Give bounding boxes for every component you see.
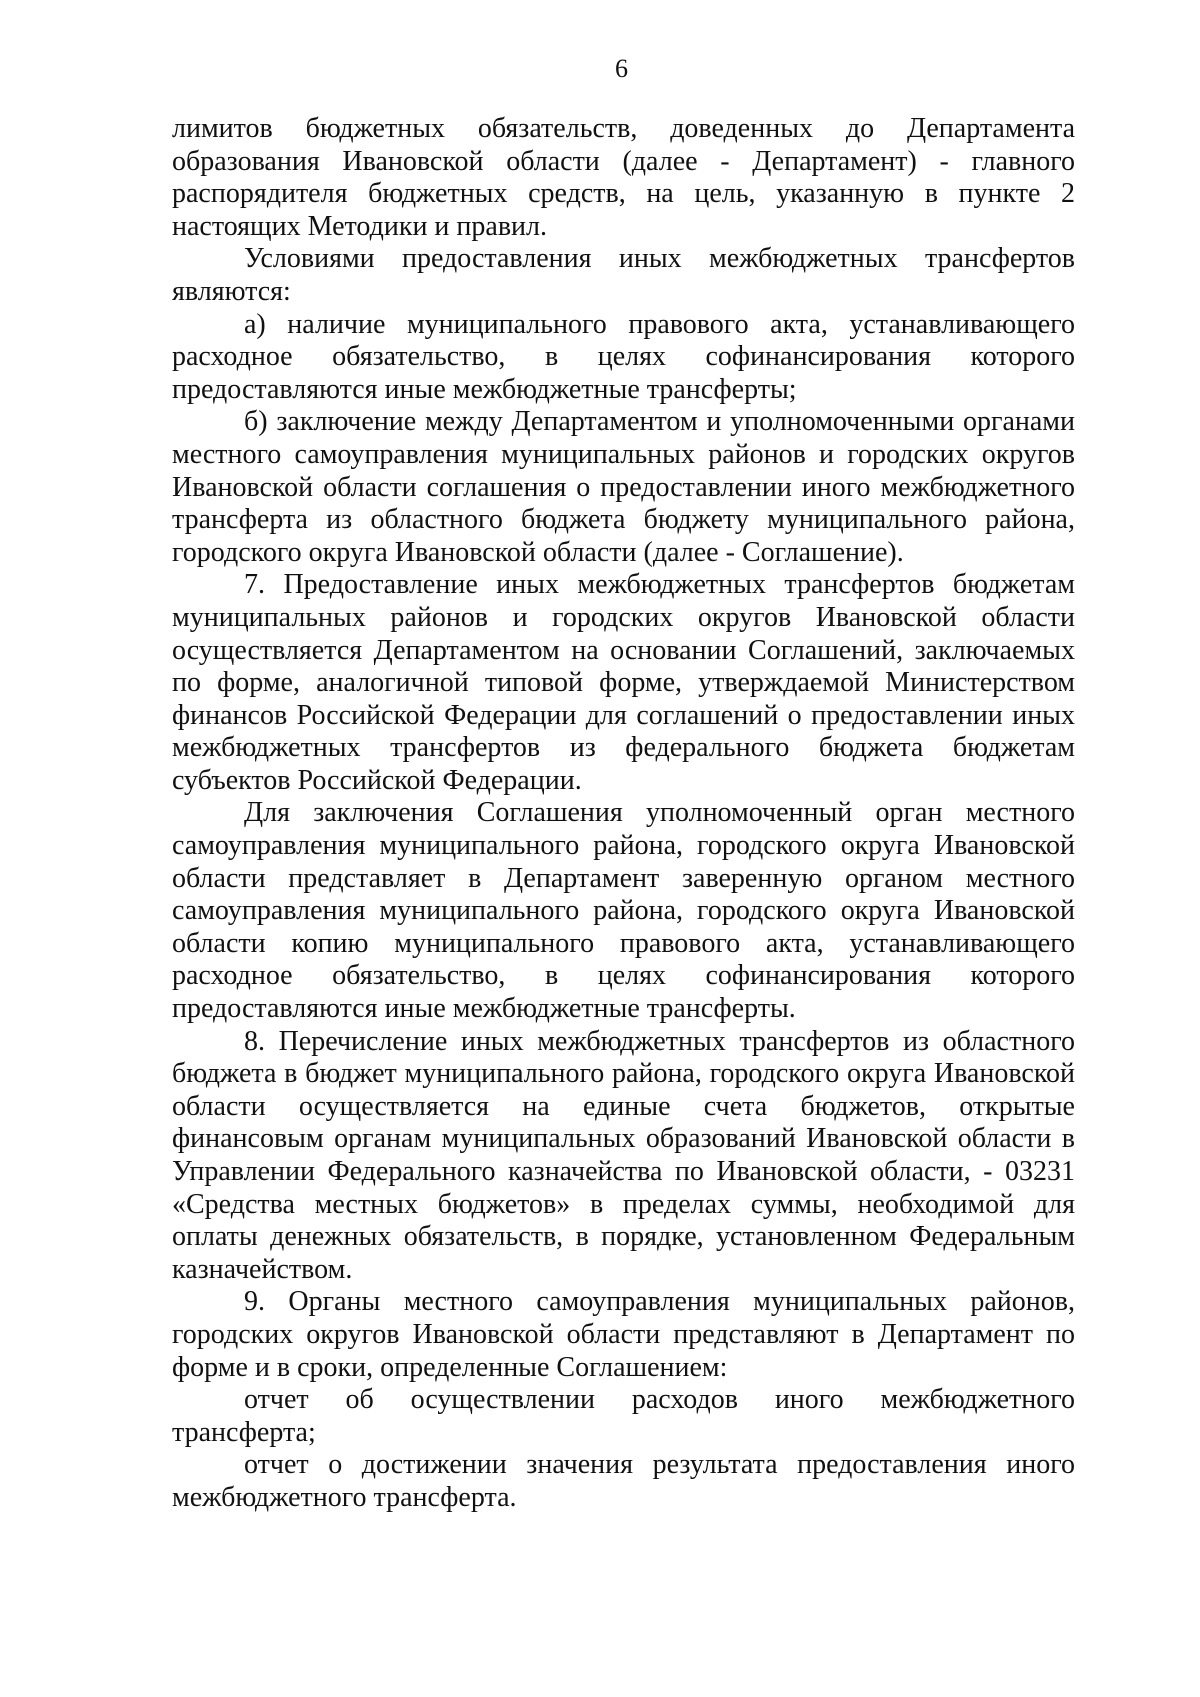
paragraph-item-8: 8. Перечисление иных межбюджетных трансфертов из областного бюджета в бюджет муниципального района, городского округа Ивановской области осуществляется на единые счета бюджетов, открытые финансовым органам муниципальных образований Ивановской области в Управлении Федерального казначейства по Ивановской области, - 03231 «Средства местных бюджетов» в пределах суммы, необходимой для оплаты денежных обязательств, в порядке, установленном Федеральным казначейством.: [172, 1025, 1075, 1285]
paragraph-agreement-conclusion: Для заключения Соглашения уполномоченный орган местного самоуправления муниципального района, городского округа Ивановской области представляет в Департамент заверенную органом местного самоуправления муниципального района, городского округа Ивановской области копию муниципального правового акта, устанавливающего расходное обязательство, в целях софинансирования которого предоставляются иные межбюджетные трансферты.: [172, 797, 1075, 1025]
paragraph-continuation: лимитов бюджетных обязательств, доведенных до Департамента образования Ивановской области (далее - Департамент) - главного распорядителя бюджетных средств, на цель, указанную в пункте 2 настоящих Методики и правил.: [172, 113, 1075, 242]
paragraph-condition-a: а) наличие муниципального правового акта, устанавливающего расходное обязательство, в целях софинансирования которого предоставляются иные межбюджетные трансферты;: [172, 308, 1075, 405]
page-number: 6: [615, 54, 628, 83]
paragraph-report-expenses: отчет об осуществлении расходов иного межбюджетного трансферта;: [172, 1384, 1075, 1448]
paragraph-conditions-intro: Условиями предоставления иных межбюджетных трансфертов являются:: [172, 243, 1075, 307]
paragraph-report-result: отчет о достижении значения результата предоставления иного межбюджетного трансферта.: [172, 1449, 1075, 1513]
paragraph-item-9: 9. Органы местного самоуправления муниципальных районов, городских округов Ивановской области представляют в Департамент по форме и в сроки, определенные Соглашением:: [172, 1286, 1075, 1383]
document-body: [172, 113, 1075, 1515]
paragraph-condition-b: б) заключение между Департаментом и уполномоченными органами местного самоуправления муниципальных районов и городских округов Ивановской области соглашения о предоставлении иного межбюджетного трансферта из областного бюджета бюджету муниципального района, городского округа Ивановской области (далее - Соглашение).: [172, 406, 1075, 568]
paragraph-item-7: 7. Предоставление иных межбюджетных трансфертов бюджетам муниципальных районов и городских округов Ивановской области осуществляется Департаментом на основании Соглашений, заключаемых по форме, аналогичной типовой форме, утверждаемой Министерством финансов Российской Федерации для соглашений о предоставлении иных межбюджетных трансфертов из федерального бюджета бюджетам субъектов Российской Федерации.: [172, 569, 1075, 796]
